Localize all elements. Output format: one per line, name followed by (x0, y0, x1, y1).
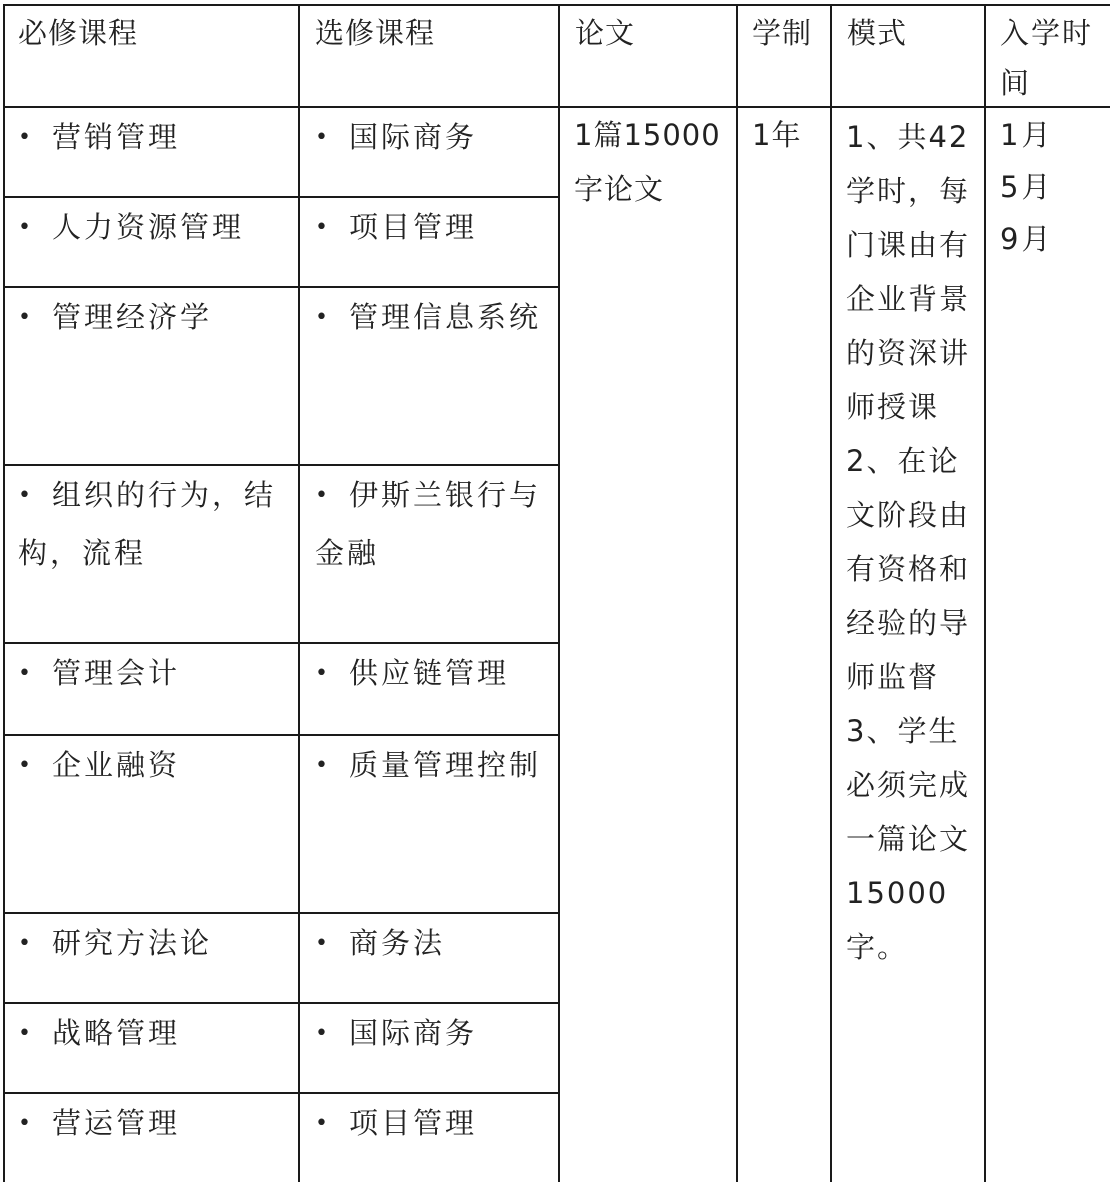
intake-month: 9月 (1000, 222, 1054, 256)
required-course-item (18, 1006, 290, 1064)
table-top-border (3, 4, 1110, 6)
bullet-icon: • (315, 125, 328, 150)
header-mode: 模式 (847, 16, 908, 50)
required-course-label: 营销管理 (52, 120, 181, 154)
bullet-icon: • (18, 931, 31, 956)
bullet-icon: • (18, 125, 31, 150)
required-course-item (18, 110, 290, 168)
bullet-icon: • (18, 1111, 31, 1136)
header-duration: 学制 (752, 16, 813, 50)
elective-course-label: 项目管理 (349, 210, 478, 244)
elective-course-label: 国际商务 (349, 1016, 478, 1050)
row-divider (3, 196, 558, 198)
required-course-item (18, 290, 290, 348)
bullet-icon: • (315, 305, 328, 330)
header-elective-courses: 选修课程 (315, 16, 436, 50)
bullet-icon: • (18, 753, 31, 778)
bullet-icon: • (315, 661, 328, 686)
elective-course-label: 质量管理控制 (349, 748, 542, 782)
column-divider (984, 4, 986, 1182)
row-divider (3, 464, 558, 466)
required-course-item (18, 1096, 290, 1154)
header-thesis: 论文 (575, 16, 636, 50)
elective-course-item (315, 110, 551, 168)
required-course-label: 战略管理 (52, 1016, 181, 1050)
bullet-icon: • (315, 1021, 328, 1046)
bullet-icon: • (18, 305, 31, 330)
row-divider (3, 642, 558, 644)
thesis-requirement: 1篇15000字论文 (574, 118, 721, 206)
program-duration: 1年 (752, 118, 802, 152)
required-course-label: 研究方法论 (52, 926, 213, 960)
bullet-icon: • (18, 483, 31, 508)
elective-course-label: 管理信息系统 (349, 300, 542, 334)
elective-course-item (315, 200, 551, 258)
elective-course-label: 项目管理 (349, 1106, 478, 1140)
column-divider (558, 4, 560, 1182)
elective-course-label: 伊斯兰银行与金融 (315, 478, 542, 570)
row-divider (3, 734, 558, 736)
required-course-item (18, 646, 290, 704)
elective-course-item (315, 468, 551, 580)
elective-course-label: 国际商务 (349, 120, 478, 154)
elective-course-label: 商务法 (349, 926, 446, 960)
required-course-label: 组织的行为，结构，流程 (18, 478, 277, 570)
bullet-icon: • (18, 1021, 31, 1046)
elective-course-item (315, 290, 551, 348)
column-divider (736, 4, 738, 1182)
bullet-icon: • (315, 753, 328, 778)
row-divider (3, 912, 558, 914)
header-required-courses: 必修课程 (18, 16, 139, 50)
column-divider (298, 4, 300, 1182)
required-course-label: 企业融资 (52, 748, 181, 782)
intake-month: 1月 (1000, 118, 1054, 152)
elective-course-label: 供应链管理 (349, 656, 510, 690)
row-divider (3, 286, 558, 288)
required-course-item (18, 468, 290, 580)
column-divider (830, 4, 832, 1182)
elective-course-item (315, 646, 551, 704)
required-course-label: 人力资源管理 (52, 210, 245, 244)
row-divider (3, 1092, 558, 1094)
bullet-icon: • (315, 1111, 328, 1136)
table-left-border (3, 4, 5, 1182)
required-course-item (18, 200, 290, 258)
elective-course-item (315, 1096, 551, 1154)
required-course-label: 营运管理 (52, 1106, 181, 1140)
required-course-label: 管理会计 (52, 656, 181, 690)
elective-course-item (315, 1006, 551, 1064)
bullet-icon: • (18, 215, 31, 240)
bullet-icon: • (315, 215, 328, 240)
required-course-label: 管理经济学 (52, 300, 213, 334)
row-divider (3, 1002, 558, 1004)
header-intake: 入学时间 (1000, 16, 1094, 100)
bullet-icon: • (315, 931, 328, 956)
bullet-icon: • (18, 661, 31, 686)
elective-course-item (315, 916, 551, 974)
bullet-icon: • (315, 483, 328, 508)
elective-course-item (315, 738, 551, 796)
intake-month: 5月 (1000, 170, 1054, 204)
required-course-item (18, 738, 290, 796)
teaching-mode-description: 1、共42学时，每门课由有企业背景的资深讲师授课2、在论文阶段由有资格和经验的导师监督3、学生必须完成一篇论文15000字。 (846, 120, 971, 964)
header-bottom-border (3, 106, 1110, 108)
required-course-item (18, 916, 290, 974)
